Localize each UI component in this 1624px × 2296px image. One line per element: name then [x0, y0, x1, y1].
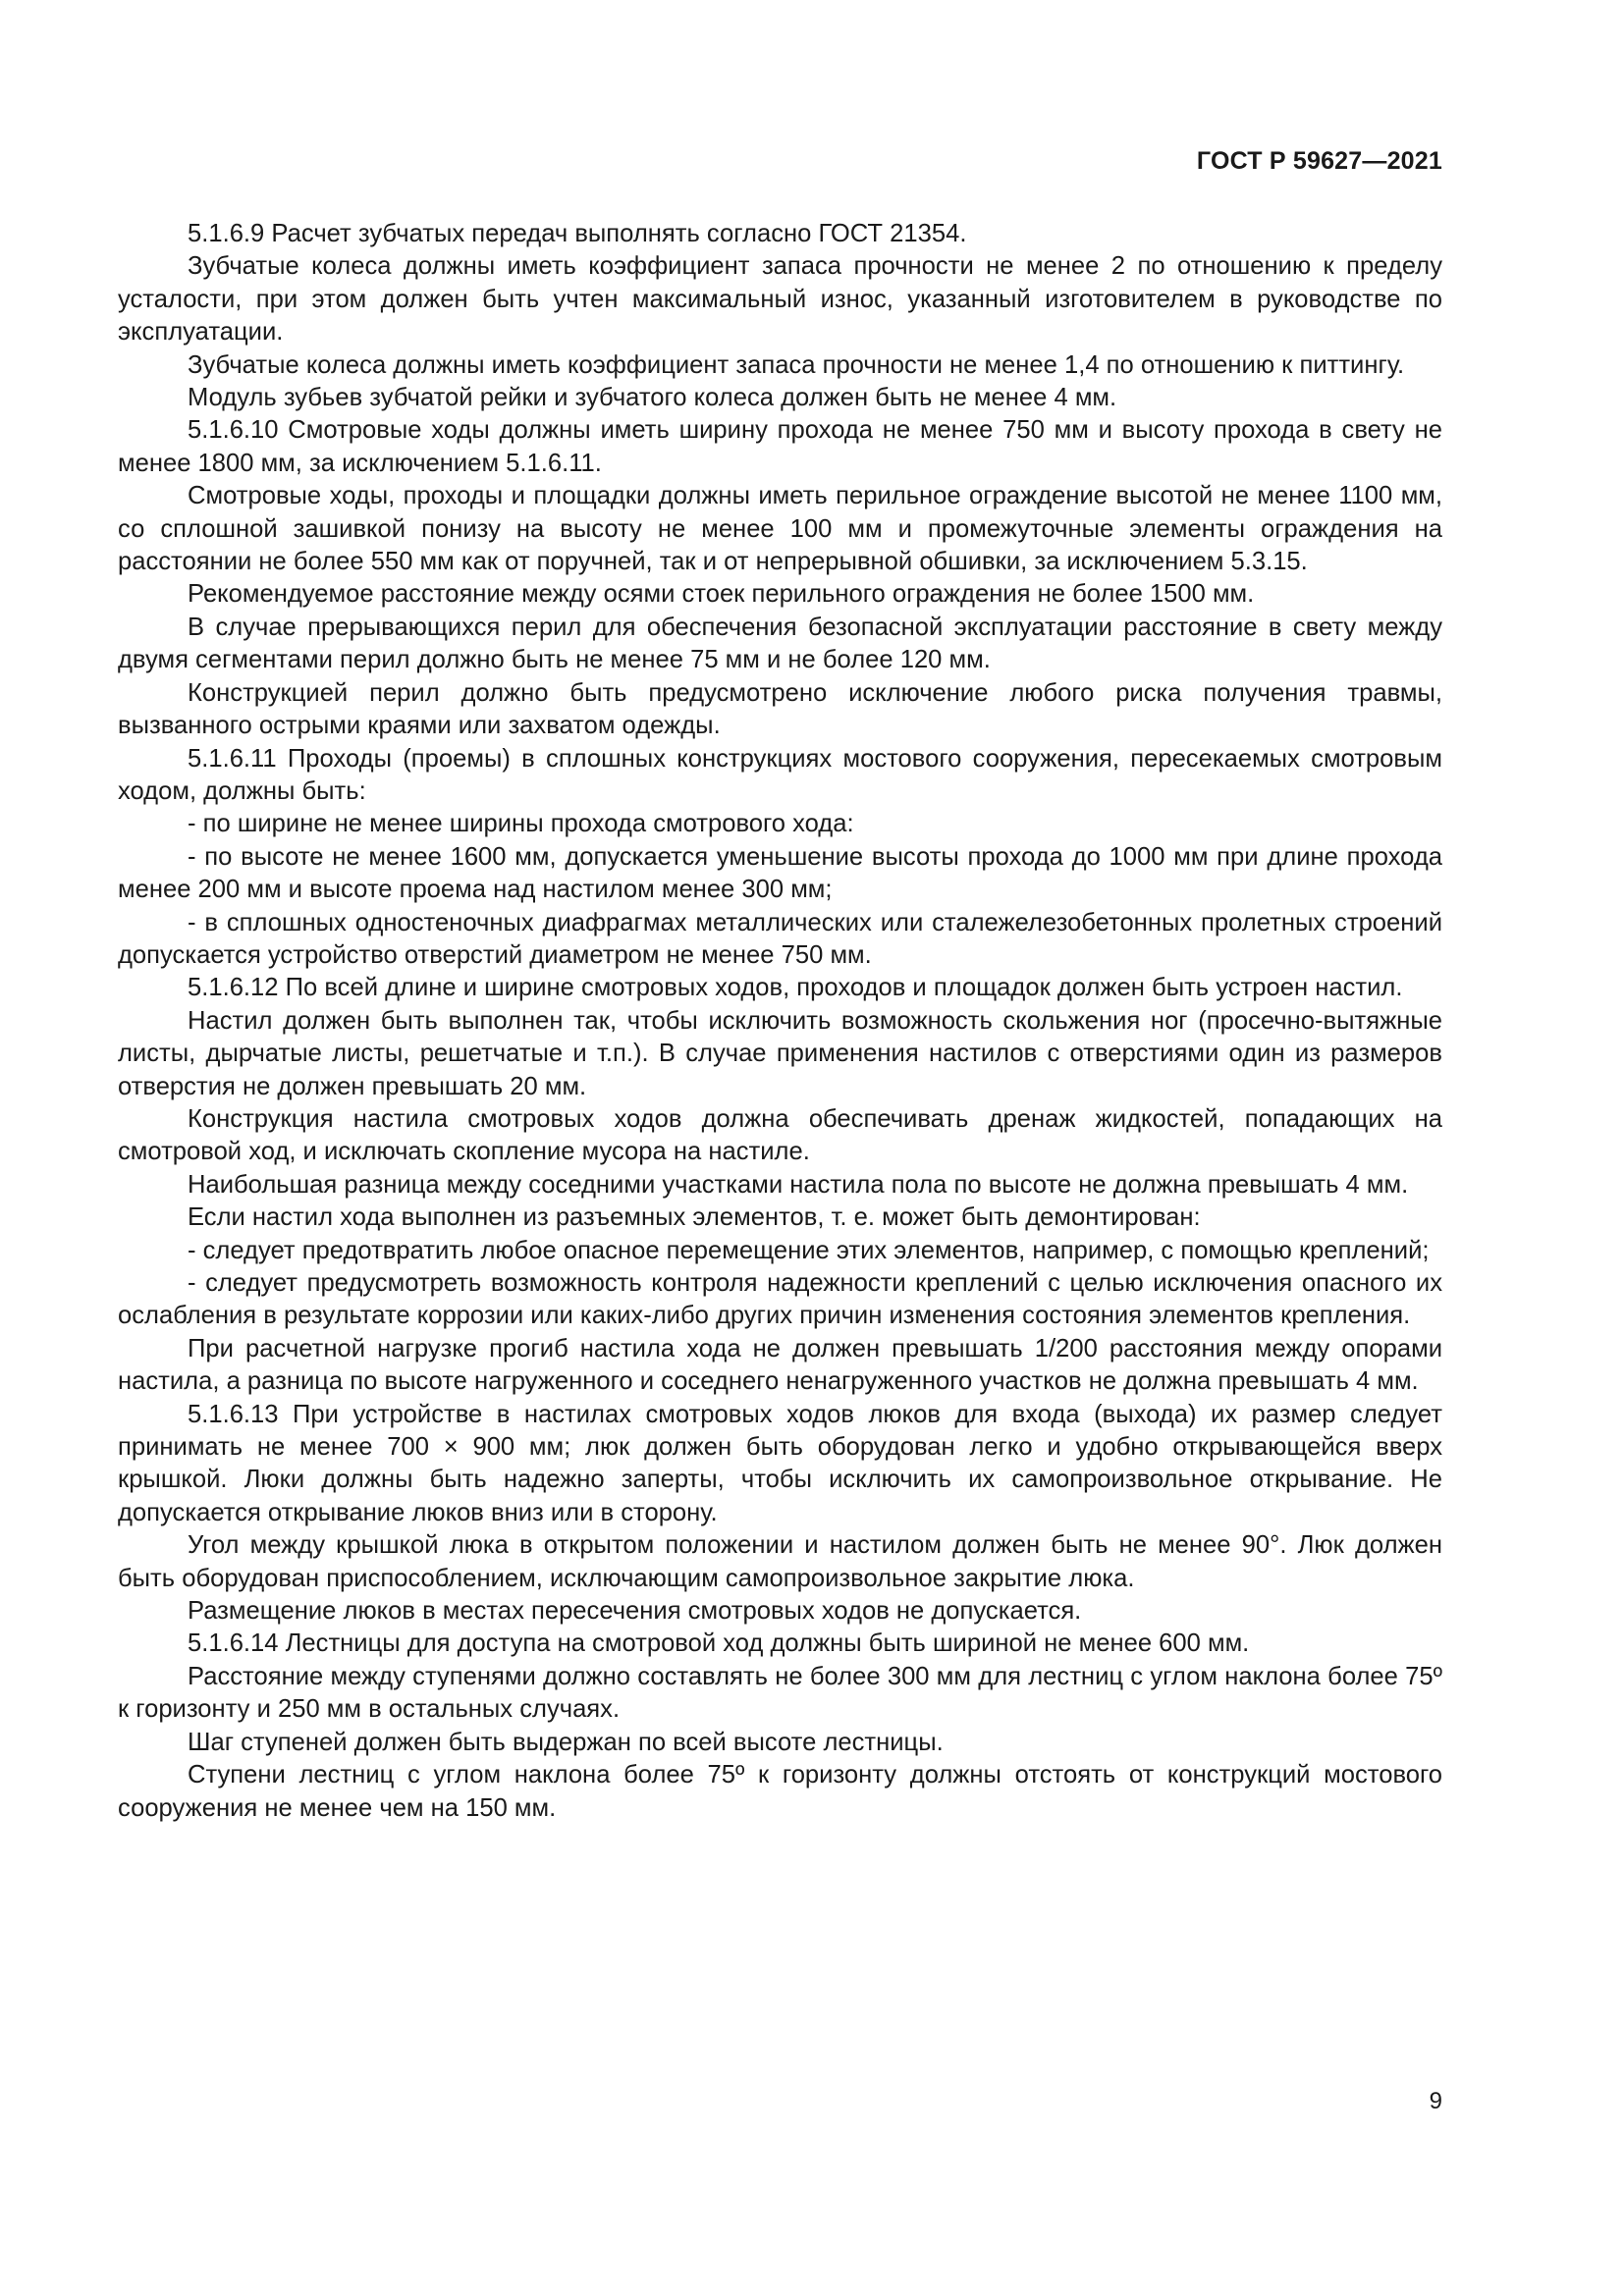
paragraph: Угол между крышкой люка в открытом положении и настилом должен быть не менее 90°. Люк должен быть оборудован приспособлением, исключающим самопроизвольное закрытие люка. [118, 1531, 1442, 1592]
paragraph: - следует предусмотреть возможность контроля надежности креплений с целью исключения опасного их ослабления в результате коррозии или каких-либо других причин изменения состояния элементов крепления. [118, 1269, 1442, 1330]
paragraph: Шаг ступеней должен быть выдержан по всей высоте лестницы. [188, 1728, 944, 1756]
paragraph: Зубчатые колеса должны иметь коэффициент запаса прочности не менее 2 по отношению к пределу усталости, при этом должен быть учтен максимальный износ, указанный изготовителем в руководстве по эксплуатации. [118, 252, 1442, 347]
paragraph: - по ширине не менее ширины прохода смотрового хода: [188, 810, 854, 838]
paragraph: - в сплошных одностеночных диафрагмах металлических или сталежелезобетонных пролетных строений допускается устройство отверстий диаметром не менее 750 мм. [118, 908, 1442, 969]
paragraph: В случае прерывающихся перил для обеспечения безопасной эксплуатации расстояние в свету между двумя сегментами перил должно быть не менее 75 мм и не более 120 мм. [118, 613, 1442, 674]
paragraph: Конструкцией перил должно быть предусмотрено исключение любого риска получения травмы, вызванного острыми краями или захватом одежды. [118, 678, 1442, 740]
paragraph: Расстояние между ступенями должно составлять не более 300 мм для лестниц с углом наклона более 75º к горизонту и 250 мм в остальных случаях. [118, 1662, 1442, 1724]
paragraph: Наибольшая разница между соседними участками настила пола по высоте не должна превышать 4 мм. [188, 1170, 1409, 1199]
paragraph: - следует предотвратить любое опасное перемещение этих элементов, например, с помощью креплений; [188, 1236, 1430, 1264]
paragraph: Настил должен быть выполнен так, чтобы исключить возможность скольжения ног (просечно-вытяжные листы, дырчатые листы, решетчатые и т.п.). В случае применения настилов с отверстиями один из размеров отверстия не должен превышать 20 мм. [118, 1006, 1442, 1100]
paragraph: При расчетной нагрузке прогиб настила хода не должен превышать 1/200 расстояния между опорами настила, а разница по высоте нагруженного и соседнего ненагруженного участков не должна превышать 4 мм. [118, 1334, 1442, 1396]
page-number: 9 [1429, 2088, 1442, 2114]
paragraph: 5.1.6.9 Расчет зубчатых передач выполнять согласно ГОСТ 21354. [188, 220, 967, 247]
paragraph: Смотровые ходы, проходы и площадки должны иметь перильное ограждение высотой не менее 1100 мм, со сплошной зашивкой понизу на высоту не менее 100 мм и промежуточные элементы ограждения на расстоянии не более 550 мм как от поручней, так и от непрерывной обшивки, за исключением 5.3.15. [118, 482, 1442, 576]
paragraph: Зубчатые колеса должны иметь коэффициент запаса прочности не менее 1,4 по отношению к питтингу. [188, 350, 1405, 379]
document-body [118, 218, 1442, 1825]
paragraph: Рекомендуемое расстояние между осями стоек перильного ограждения не более 1500 мм. [188, 580, 1255, 609]
paragraph: 5.1.6.12 По всей длине и ширине смотровых ходов, проходов и площадок должен быть устроен настил. [188, 974, 1403, 1002]
paragraph: Конструкция настила смотровых ходов должна обеспечивать дренаж жидкостей, попадающих на смотровой ход, и исключать скопление мусора на настиле. [118, 1104, 1442, 1166]
paragraph: - по высоте не менее 1600 мм, допускается уменьшение высоты прохода до 1000 мм при длине прохода менее 200 мм и высоте проема над настилом менее 300 мм; [118, 842, 1442, 904]
paragraph: 5.1.6.14 Лестницы для доступа на смотровой ход должны быть шириной не менее 600 мм. [188, 1629, 1250, 1658]
paragraph: 5.1.6.10 Смотровые ходы должны иметь ширину прохода не менее 750 мм и высоту прохода в свету не менее 1800 мм, за исключением 5.1.6.11. [118, 416, 1442, 477]
paragraph: Модуль зубьев зубчатой рейки и зубчатого колеса должен быть не менее 4 мм. [188, 384, 1117, 412]
paragraph: Если настил хода выполнен из разъемных элементов, т. е. может быть демонтирован: [188, 1203, 1201, 1232]
document-header: ГОСТ Р 59627—2021 [1196, 147, 1442, 175]
paragraph: 5.1.6.13 При устройстве в настилах смотровых ходов люков для входа (выхода) их размер следует принимать не менее 700 × 900 мм; люк должен быть оборудован легко и удобно открывающейся вверх крышкой. Люки должны быть надежно заперты, чтобы исключить их самопроизвольное открывание. Не допускается открывание люков вниз или в сторону. [118, 1400, 1442, 1526]
paragraph: Ступени лестниц с углом наклона более 75º к горизонту должны отстоять от конструкций мостового сооружения не менее чем на 150 мм. [118, 1761, 1442, 1822]
paragraph: 5.1.6.11 Проходы (проемы) в сплошных конструкциях мостового сооружения, пересекаемых смотровым ходом, должны быть: [118, 744, 1442, 805]
paragraph: Размещение люков в местах пересечения смотровых ходов не допускается. [188, 1597, 1082, 1626]
